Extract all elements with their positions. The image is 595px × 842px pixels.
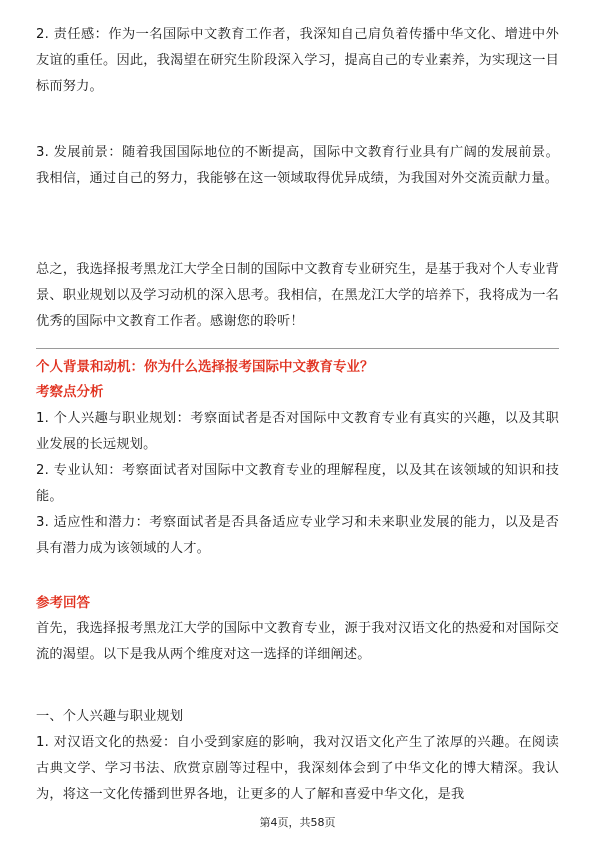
responsibility-text: 2. 责任感：作为一名国际中文教育工作者，我深知自己肩负着传播中华文化、增进中外友谊的重任。因此，我渴望在研究生阶段深入学习，提高自己的专业素养，为实现这一目标而努力。	[36, 27, 559, 94]
analysis-heading: 考察点分析	[36, 384, 104, 400]
responsibility-paragraph	[36, 22, 559, 100]
section-divider	[36, 348, 559, 349]
question-title: 个人背景和动机：你为什么选择报考国际中文教育专业？	[36, 359, 374, 375]
prospect-text: 3. 发展前景：随着我国国际地位的不断提高，国际中文教育行业具有广阔的发展前景。我相信，通过自己的努力，我能够在这一领域取得优异成绩，为我国对外交流贡献力量。	[36, 145, 559, 186]
answer-intro-text: 首先，我选择报考黑龙江大学的国际中文教育专业，源于我对汉语文化的热爱和对国际交流的渴望。以下是我从两个维度对这一选择的详细阐述。	[36, 621, 559, 662]
page-number-footer: 第4页，共58页	[259, 816, 336, 829]
answer-section-1-heading: 一、个人兴趣与职业规划	[36, 709, 184, 724]
answer-heading: 参考回答	[36, 595, 90, 611]
answer-section-1-item-1: 1. 对汉语文化的热爱：自小受到家庭的影响，我对汉语文化产生了浓厚的兴趣。在阅读古典文学、学习书法、欣赏京剧等过程中，我深刻体会到了中华文化的博大精深。我认为，将这一文化传播到世界各地，让更多的人了解和喜爱中华文化，是我	[36, 735, 559, 802]
summary-text: 总之，我选择报考黑龙江大学全日制的国际中文教育专业研究生，是基于我对个人专业背景、职业规划以及学习动机的深入思考。我相信，在黑龙江大学的培养下，我将成为一名优秀的国际中文教育工作者。感谢您的聆听！	[36, 262, 559, 329]
summary-paragraph	[36, 257, 559, 335]
answer-intro	[36, 616, 559, 668]
analysis-item: 2. 专业认知：考察面试者对国际中文教育专业的理解程度，以及其在该领域的知识和技能。	[36, 463, 559, 504]
answer-section-1	[36, 704, 559, 808]
analysis-item: 3. 适应性和潜力：考察面试者是否具备适应专业学习和未来职业发展的能力，以及是否具有潜力成为该领域的人才。	[36, 515, 559, 556]
prospect-paragraph	[36, 140, 559, 192]
analysis-item: 1. 个人兴趣与职业规划：考察面试者是否对国际中文教育专业有真实的兴趣，以及其职业发展的长远规划。	[36, 411, 559, 452]
analysis-list	[36, 406, 559, 562]
